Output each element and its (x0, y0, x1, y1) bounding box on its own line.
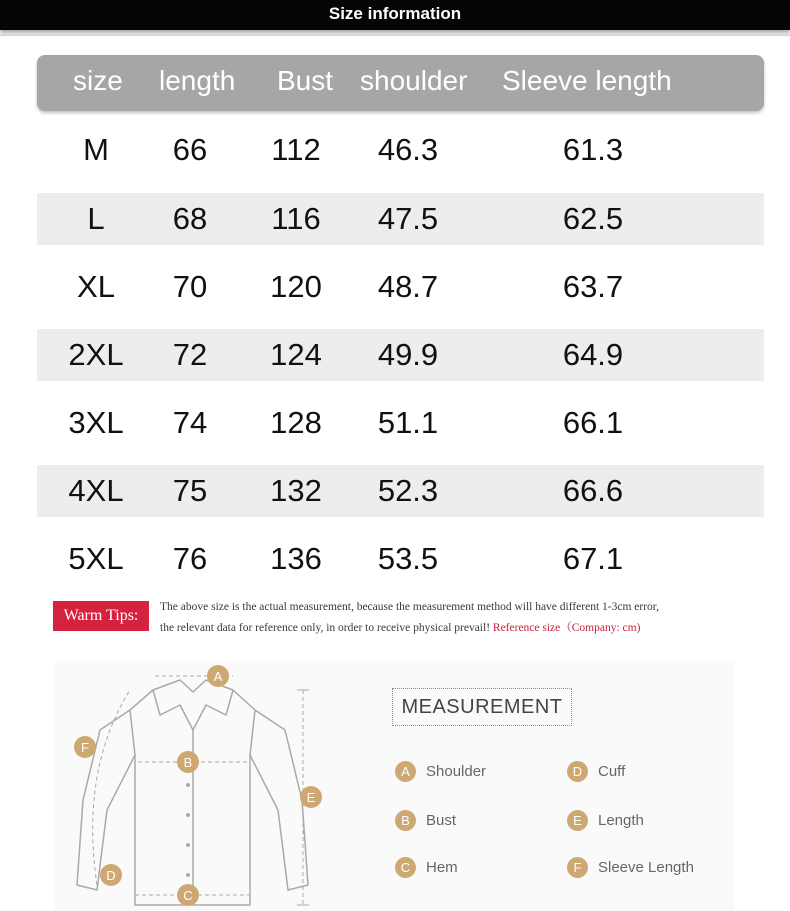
header-sleeve-length: Sleeve length (502, 65, 672, 96)
tips-text-line2-main: the relevant data for reference only, in order to receive physical prevail! (160, 622, 491, 634)
legend-marker-b: B (395, 810, 416, 831)
top-banner (0, 0, 790, 30)
cell-size: 5XL (68, 541, 124, 576)
warm-tips-badge: Warm Tips: (53, 601, 149, 631)
tips-text-line2 (160, 619, 640, 635)
legend-marker-e: E (567, 810, 588, 831)
legend-marker-d: D (567, 761, 588, 782)
cell-shoulder: 47.5 (377, 201, 439, 236)
cell-shoulder: 51.1 (377, 405, 439, 440)
cell-shoulder: 46.3 (377, 132, 439, 167)
legend-marker-f: F (567, 857, 588, 878)
header-size: size (73, 65, 123, 96)
measurement-title: MEASUREMENT (392, 688, 572, 726)
legend-item-sleeve-length (567, 857, 694, 878)
cell-length: 68 (172, 201, 208, 236)
legend-label-bust: Bust (426, 812, 457, 829)
cell-bust: 132 (270, 473, 322, 508)
legend-item-cuff (567, 761, 625, 782)
svg-text:A: A (213, 669, 223, 684)
cell-size: 3XL (68, 405, 124, 440)
cell-sleeve-length: 66.6 (562, 473, 624, 508)
cell-bust: 116 (271, 201, 321, 236)
cell-size: XL (77, 269, 115, 304)
table-row-m (37, 124, 764, 176)
svg-text:D: D (106, 868, 116, 883)
svg-text:B: B (183, 755, 193, 770)
svg-text:F: F (81, 740, 89, 755)
cell-shoulder: 49.9 (377, 337, 439, 372)
cell-length: 70 (172, 269, 208, 304)
header-length: length (159, 65, 236, 96)
cell-length: 72 (172, 337, 208, 372)
tips-reference-size: Reference size（Company: cm) (492, 622, 641, 634)
table-row-l (37, 193, 764, 245)
cell-sleeve-length: 63.7 (562, 269, 624, 304)
table-row-2xl (37, 329, 764, 381)
cell-length: 66 (172, 132, 208, 167)
header-shoulder: shoulder (360, 65, 468, 96)
table-row-5xl (37, 533, 764, 585)
table-row-xl (37, 261, 764, 313)
cell-length: 75 (172, 473, 208, 508)
legend-marker-c: C (395, 857, 416, 878)
legend-marker-a: A (395, 761, 416, 782)
svg-text:C: C (183, 888, 193, 903)
size-table-header (37, 55, 764, 111)
cell-bust: 128 (270, 405, 322, 440)
legend-label-hem: Hem (426, 859, 458, 876)
cell-sleeve-length: 62.5 (562, 201, 624, 236)
cell-shoulder: 52.3 (377, 473, 439, 508)
cell-sleeve-length: 64.9 (562, 337, 624, 372)
cell-shoulder: 48.7 (377, 269, 439, 304)
cell-sleeve-length: 66.1 (562, 405, 624, 440)
banner-title: Size information (328, 4, 462, 23)
cell-sleeve-length: 67.1 (562, 541, 624, 576)
cell-bust: 136 (270, 541, 322, 576)
cell-size: 2XL (68, 337, 124, 372)
legend-item-shoulder (395, 761, 486, 782)
svg-text:E: E (306, 790, 316, 805)
legend-label-length: Length (598, 812, 644, 829)
legend-item-bust (395, 810, 456, 831)
cell-length: 76 (172, 541, 208, 576)
legend-item-hem (395, 857, 458, 878)
cell-bust: 124 (270, 337, 322, 372)
cell-size: L (87, 201, 105, 236)
cell-size: M (83, 132, 109, 167)
cell-size: 4XL (68, 473, 124, 508)
cell-bust: 112 (271, 132, 321, 167)
cell-sleeve-length: 61.3 (562, 132, 624, 167)
tips-text-line1: The above size is the actual measurement, because the measurement method will have different 1-3cm error, (160, 601, 660, 613)
banner-divider (0, 34, 790, 36)
legend-item-length (567, 810, 644, 831)
legend-label-sleeve-length: Sleeve Length (598, 859, 694, 876)
legend-label-shoulder: Shoulder (426, 763, 487, 780)
header-bust: Bust (277, 65, 334, 96)
cell-bust: 120 (270, 269, 322, 304)
cell-length: 74 (172, 405, 208, 440)
shirt-diagram-illustration (55, 660, 355, 911)
cell-shoulder: 53.5 (377, 541, 439, 576)
table-row-4xl (37, 465, 764, 517)
table-row-3xl (37, 397, 764, 449)
legend-label-cuff: Cuff (598, 763, 626, 780)
